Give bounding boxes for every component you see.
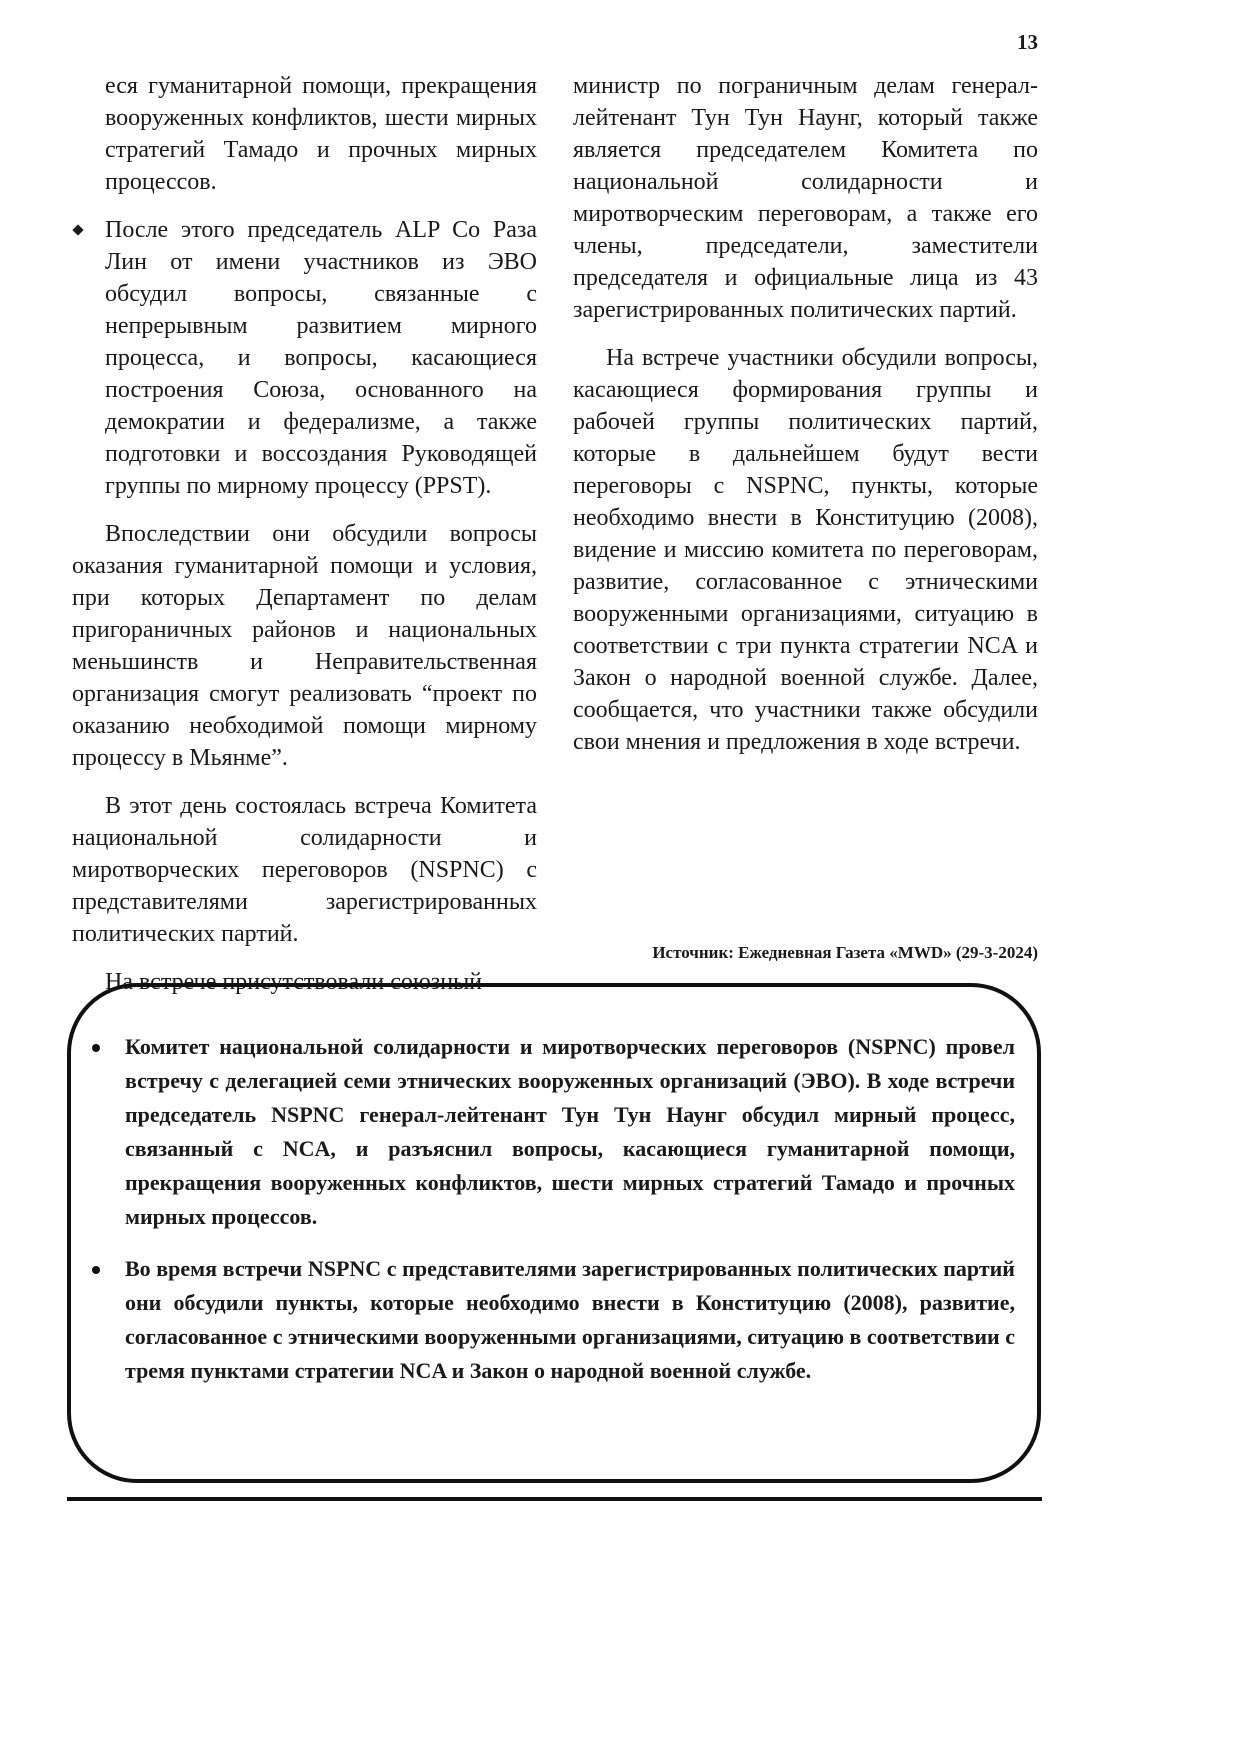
bullet-dot-icon (92, 1044, 100, 1052)
bullet-dot-icon (92, 1266, 100, 1274)
bottom-rule (67, 1497, 1042, 1501)
diamond-bullet-icon (72, 224, 83, 235)
paragraph: министр по пограничным делам генерал-лейтенант Тун Тун Наунг, который также является председателем Комитета по национальной солидарности и миротворческим переговорам, а также его члены, председатели, заместители председателя и официальные лица из 43 зарегистрированных политических партий. (573, 73, 1038, 323)
left-column (72, 70, 537, 1014)
bullet-text: После этого председатель ALP Со Раза Лин от имени участников из ЭВО обсудил вопросы, связанные с непрерывным развитием мирного процесса, и вопросы, касающиеся построения Союза, основанного на демократии и федерализме, а также подготовки и воссоздания Руководящей группы по мирному процессу (PPST). (105, 217, 537, 499)
summary-list (125, 1030, 1015, 1406)
summary-item (125, 1030, 1015, 1234)
summary-text: Комитет национальной солидарности и миротворческих переговоров (NSPNC) провел встречу с делегацией семи этнических вооруженных организаций (ЭВО). В ходе встречи председатель NSPNC генерал-лейтенант Тун Тун Наунг обсудил мирный процесс, связанный с NCA, и разъяснил вопросы, касающиеся гуманитарной помощи, прекращения вооруженных конфликтов, шести мирных стратегий Тамадо и прочных мирных процессов. (125, 1034, 1015, 1229)
paragraph: В этот день состоялась встреча Комитета национальной солидарности и миротворческих переговоров (NSPNC) с представителями зарегистрированных политических партий. (72, 793, 537, 947)
bullet-item (72, 214, 537, 502)
source-citation: Источник: Ежедневная Газета «MWD» (29-3-2024) (652, 943, 1038, 962)
paragraph: На встрече участники обсудили вопросы, касающиеся формирования группы и рабочей группы политических партий, которые в дальнейшем будут вести переговоры с NSPNC, пункты, которые необходимо внести в Конституцию (2008), видение и миссию комитета по переговорам, развитие, согласованное с этническими вооруженными организациями, ситуацию в соответствии с три пункта стратегии NCA и Закон о народной военной службе. Далее, сообщается, что участники также обсудили свои мнения и предложения в ходе встречи. (573, 345, 1038, 755)
continued-bullet-text: еся гуманитарной помощи, прекращения вооруженных конфликтов, шести мирных стратегий Тамадо и прочных мирных процессов. (105, 73, 537, 195)
paragraph: Впоследствии они обсудили вопросы оказания гуманитарной помощи и условия, при которых Департамент по делам пригораничных районов и национальных меньшинств и Неправительственная организация смогут реализовать “проект по оказанию необходимой помощи мирному процессу в Мьянме”. (72, 521, 537, 771)
paragraph: На встрече присутствовали союзный (105, 969, 483, 995)
summary-text: Во время встречи NSPNC с представителями зарегистрированных политических партий они обсудили пункты, которые необходимо внести в Конституцию (2008), развитие, согласованное с этническими вооруженными организациями, ситуацию в соответствии с тремя пунктами стратегии NCA и Закон о народной военной службе. (125, 1256, 1015, 1383)
summary-item (125, 1252, 1015, 1388)
page-number: 13 (1017, 30, 1038, 54)
right-column (573, 70, 1038, 774)
